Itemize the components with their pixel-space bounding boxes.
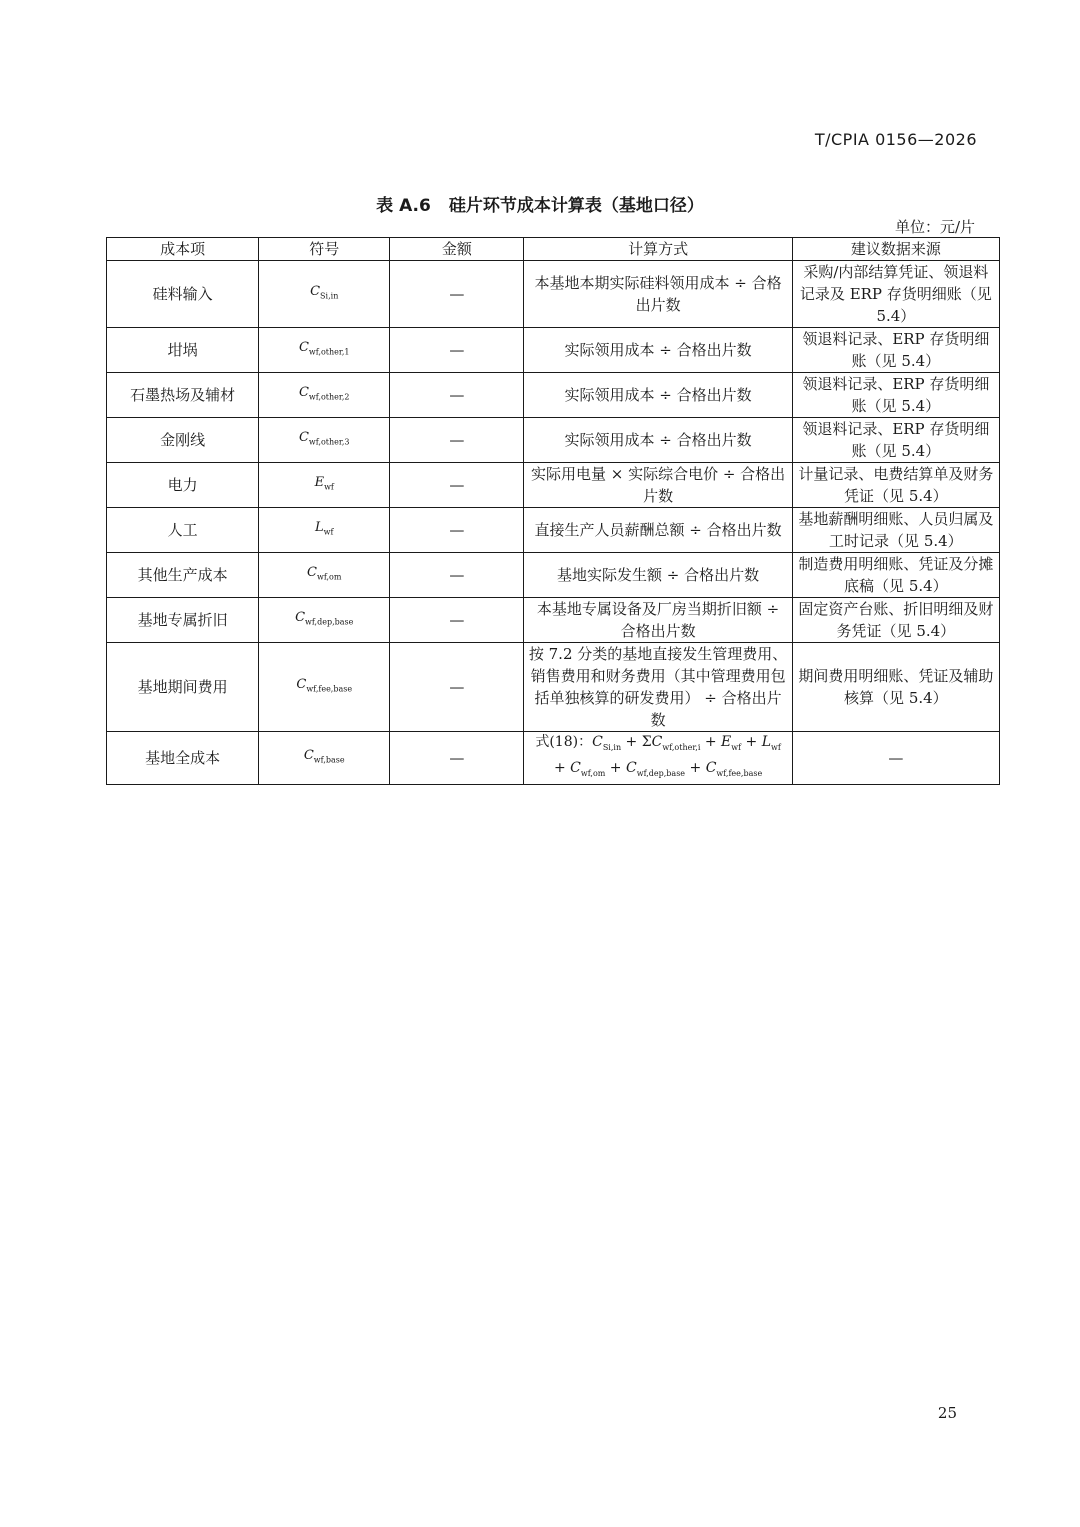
formula-subscript: wf,other,i bbox=[662, 742, 701, 752]
amount-cell: — bbox=[390, 732, 524, 785]
formula-operator: + Σ bbox=[621, 734, 652, 750]
source-cell: 采购/内部结算凭证、领退料记录及 ERP 存货明细账（见 5.4） bbox=[792, 261, 999, 328]
column-header-item: 成本项 bbox=[107, 238, 259, 261]
formula-term: C bbox=[592, 734, 603, 750]
amount-cell: — bbox=[390, 598, 524, 643]
symbol-main: C bbox=[298, 384, 309, 400]
method-cell: 直接生产人员薪酬总额 ÷ 合格出片数 bbox=[524, 508, 792, 553]
formula-subscript: wf bbox=[771, 742, 781, 752]
cost-symbol bbox=[259, 643, 390, 732]
symbol-subscript: wf,other,3 bbox=[308, 437, 350, 447]
table-row bbox=[107, 598, 1000, 643]
column-header-source: 建议数据来源 bbox=[792, 238, 999, 261]
cost-symbol bbox=[259, 598, 390, 643]
symbol-subscript: wf bbox=[324, 482, 334, 492]
source-cell: 期间费用明细账、凭证及辅助核算（见 5.4） bbox=[792, 643, 999, 732]
cost-symbol bbox=[259, 553, 390, 598]
unit-note: 单位：元/片 bbox=[894, 218, 975, 236]
cost-symbol bbox=[259, 463, 390, 508]
amount-cell: — bbox=[390, 463, 524, 508]
table-row bbox=[107, 418, 1000, 463]
table-row bbox=[107, 373, 1000, 418]
amount-cell: — bbox=[390, 418, 524, 463]
source-cell: 固定资产台账、折旧明细及财务凭证（见 5.4） bbox=[792, 598, 999, 643]
formula-term: C bbox=[651, 734, 663, 750]
cost-item: 基地期间费用 bbox=[107, 643, 259, 732]
symbol-subscript: Si,in bbox=[320, 291, 339, 301]
cost-item: 电力 bbox=[107, 463, 259, 508]
source-cell: 领退料记录、ERP 存货明细账（见 5.4） bbox=[792, 418, 999, 463]
amount-cell: — bbox=[390, 328, 524, 373]
cost-item: 基地全成本 bbox=[107, 732, 259, 785]
total-formula bbox=[524, 732, 792, 785]
source-cell: — bbox=[792, 732, 999, 785]
table-row bbox=[107, 261, 1000, 328]
symbol-subscript: wf,base bbox=[313, 755, 345, 765]
table-row bbox=[107, 508, 1000, 553]
formula-subscript: Si,in bbox=[602, 742, 622, 752]
symbol-main: C bbox=[307, 564, 317, 580]
formula-label: 式(18)： bbox=[535, 734, 593, 750]
cost-item: 坩埚 bbox=[107, 328, 259, 373]
method-cell: 按 7.2 分类的基地直接发生管理费用、销售费用和财务费用（其中管理费用包括单独核算的研发费用） ÷ 合格出片数 bbox=[524, 643, 792, 732]
amount-cell: — bbox=[390, 261, 524, 328]
cost-item: 其他生产成本 bbox=[107, 553, 259, 598]
table-row bbox=[107, 643, 1000, 732]
cost-item: 石墨热场及辅材 bbox=[107, 373, 259, 418]
formula-operator: + bbox=[685, 759, 706, 776]
cost-symbol bbox=[259, 508, 390, 553]
table-row bbox=[107, 463, 1000, 508]
cost-symbol bbox=[259, 373, 390, 418]
method-cell: 实际领用成本 ÷ 合格出片数 bbox=[524, 328, 792, 373]
cost-item: 人工 bbox=[107, 508, 259, 553]
symbol-main: E bbox=[314, 474, 325, 490]
source-cell: 领退料记录、ERP 存货明细账（见 5.4） bbox=[792, 328, 999, 373]
cost-item: 硅料输入 bbox=[107, 261, 259, 328]
source-cell: 基地薪酬明细账、人员归属及工时记录（见 5.4） bbox=[792, 508, 999, 553]
amount-cell: — bbox=[390, 643, 524, 732]
formula-subscript: wf,dep,base bbox=[636, 768, 686, 778]
symbol-main: C bbox=[296, 676, 307, 692]
symbol-subscript: wf bbox=[323, 527, 334, 537]
symbol-subscript: wf,other,1 bbox=[308, 347, 350, 357]
table-row bbox=[107, 328, 1000, 373]
formula-subscript: wf,om bbox=[580, 768, 606, 778]
method-cell: 实际领用成本 ÷ 合格出片数 bbox=[524, 373, 792, 418]
symbol-main: C bbox=[310, 283, 321, 299]
cost-symbol bbox=[259, 328, 390, 373]
cost-symbol bbox=[259, 732, 390, 785]
formula-term: C bbox=[626, 759, 637, 776]
symbol-main: C bbox=[298, 339, 309, 355]
formula-term: E bbox=[721, 734, 732, 750]
column-header-method: 计算方式 bbox=[524, 238, 792, 261]
symbol-subscript: wf,om bbox=[316, 572, 342, 582]
table-row bbox=[107, 553, 1000, 598]
formula-subscript: wf,fee,base bbox=[716, 768, 763, 778]
formula-operator: + bbox=[700, 734, 722, 750]
amount-cell: — bbox=[390, 508, 524, 553]
formula-term: C bbox=[705, 759, 717, 776]
column-header-symbol: 符号 bbox=[259, 238, 390, 261]
page-number: 25 bbox=[937, 1404, 957, 1422]
method-cell: 本基地本期实际硅料领用成本 ÷ 合格出片数 bbox=[524, 261, 792, 328]
cost-item: 基地专属折旧 bbox=[107, 598, 259, 643]
source-cell: 计量记录、电费结算单及财务凭证（见 5.4） bbox=[792, 463, 999, 508]
formula-operator: + bbox=[553, 759, 571, 776]
column-header-amount: 金额 bbox=[390, 238, 524, 261]
symbol-main: C bbox=[303, 747, 314, 763]
symbol-main: C bbox=[295, 609, 306, 625]
cost-table bbox=[106, 237, 1000, 785]
formula-term: C bbox=[570, 759, 581, 776]
table-title bbox=[0, 191, 1080, 216]
table-row bbox=[107, 732, 1000, 785]
symbol-subscript: wf,other,2 bbox=[308, 392, 350, 402]
amount-cell: — bbox=[390, 553, 524, 598]
cost-item: 金刚线 bbox=[107, 418, 259, 463]
document-code: T/CPIA 0156—2026 bbox=[814, 130, 977, 149]
table-title-text: 硅片环节成本计算表（基地口径） bbox=[448, 196, 704, 216]
formula-operator: + bbox=[605, 759, 626, 776]
source-cell: 制造费用明细账、凭证及分摊底稿（见 5.4） bbox=[792, 553, 999, 598]
symbol-subscript: wf,fee,base bbox=[306, 684, 353, 694]
table-header-row bbox=[107, 238, 1000, 261]
symbol-main: L bbox=[315, 519, 324, 535]
method-cell: 本基地专属设备及厂房当期折旧额 ÷ 合格出片数 bbox=[524, 598, 792, 643]
formula-subscript: wf bbox=[731, 742, 742, 752]
symbol-main: C bbox=[298, 429, 309, 445]
formula-term: L bbox=[761, 734, 772, 750]
cost-symbol bbox=[259, 418, 390, 463]
table-number: 表 A.6 bbox=[376, 196, 431, 216]
method-cell: 实际领用成本 ÷ 合格出片数 bbox=[524, 418, 792, 463]
method-cell: 实际用电量 × 实际综合电价 ÷ 合格出片数 bbox=[524, 463, 792, 508]
cost-symbol bbox=[259, 261, 390, 328]
formula-operator: + bbox=[741, 734, 762, 750]
amount-cell: — bbox=[390, 373, 524, 418]
symbol-subscript: wf,dep,base bbox=[305, 617, 354, 627]
source-cell: 领退料记录、ERP 存货明细账（见 5.4） bbox=[792, 373, 999, 418]
method-cell: 基地实际发生额 ÷ 合格出片数 bbox=[524, 553, 792, 598]
